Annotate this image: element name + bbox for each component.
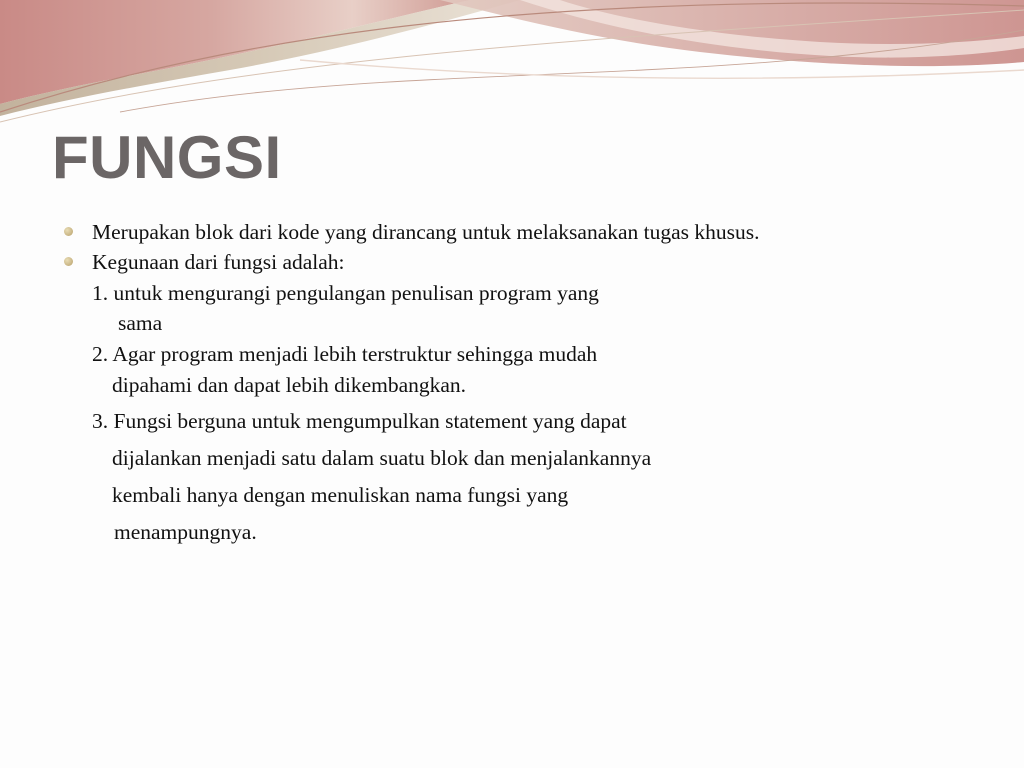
bullet-dot-icon [64, 227, 73, 236]
bullet-dot-icon [64, 257, 73, 266]
bullet-item: Kegunaan dari fungsi adalah: [92, 250, 345, 274]
list-line: 1. untuk mengurangi pengulangan penulisan program yang [92, 281, 599, 305]
list-line: menampungnya. [114, 520, 257, 544]
list-line: dijalankan menjadi satu dalam suatu blok dan menjalankannya [112, 446, 652, 470]
list-line: kembali hanya dengan menuliskan nama fungsi yang [112, 483, 569, 507]
list-line: dipahami dan dapat lebih dikembangkan. [112, 373, 467, 397]
list-line: 2. Agar program menjadi lebih terstruktur sehingga mudah [92, 342, 598, 366]
bullet-item: Merupakan blok dari kode yang dirancang untuk melaksanakan tugas khusus. [92, 220, 760, 244]
decorative-wave-banner [0, 0, 1024, 130]
list-line: 3. Fungsi berguna untuk mengumpulkan statement yang dapat [92, 409, 627, 433]
slide-title: FUNGSI [52, 124, 282, 191]
list-line: sama [118, 311, 163, 335]
